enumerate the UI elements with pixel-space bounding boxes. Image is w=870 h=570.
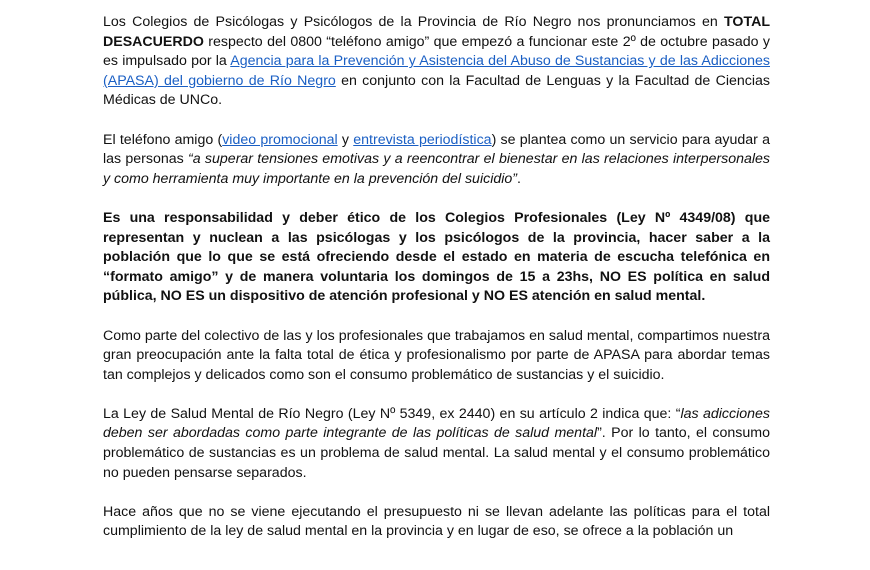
paragraph-intro xyxy=(103,13,770,111)
entrevista-periodistica-link[interactable]: entrevista periodística xyxy=(353,131,492,148)
document-body xyxy=(103,13,770,562)
intro-emphasis: TOTAL DESACUERDO xyxy=(103,14,770,50)
paragraph-responsabilidad: Es una responsabilidad y deber ético de los Colegios Profesionales (Ley Nº 4349/08) que representan y nuclean a las psicólogas y los psicólogos de la provincia, hacer saber a la población que lo que se está ofreciendo desde el estado en materia de escucha telefónica en “formato amigo” y de manera voluntaria los domingos de 15 a 23hs, NO ES política en salud pública, NO ES un dispositivo de atención profesional y NO ES atención en salud mental. xyxy=(103,209,770,305)
telefono-text-3: ) se plantea como un servicio para ayudar a las personas xyxy=(103,131,770,168)
paragraph-ley-salud-mental xyxy=(103,405,770,483)
telefono-quote: “a superar tensiones emotivas y a reencontrar el bienestar en las relaciones interpersonales y como herramienta muy importante en la prevención del suicidio” xyxy=(103,151,771,187)
telefono-text-4: . xyxy=(517,170,521,187)
intro-text-3: en conjunto con la Facultad de Lenguas y la Facultad de Ciencias Médicas de UNCo. xyxy=(103,72,770,109)
telefono-text-2: y xyxy=(337,131,354,148)
intro-text-2: respecto del 0800 “teléfono amigo” que empezó a funcionar este 2º de octubre pasado y es impulsado por la xyxy=(103,33,770,70)
ley-text-2: ”. Por lo tanto, el consumo problemático de sustancias es un problema de salud mental. La salud mental y el consumo problemático no pueden pensarse separados. xyxy=(103,425,770,481)
ley-text-1: La Ley de Salud Mental de Río Negro (Ley Nº 5349, ex 2440) en su artículo 2 indica que: “ xyxy=(103,405,681,422)
paragraph-presupuesto: Hace años que no se viene ejecutando el presupuesto ni se llevan adelante las políticas para el total cumplimiento de la ley de salud mental en la provincia y en lugar de eso, se ofrece a la población un xyxy=(103,503,770,540)
apasa-link[interactable]: Agencia para la Prevención y Asistencia del Abuso de Sustancias y de las Adicciones (APASA) del gobierno de Río Negro xyxy=(103,53,770,89)
telefono-text-1: El teléfono amigo ( xyxy=(103,131,223,148)
paragraph-telefono-amigo xyxy=(103,131,770,190)
paragraph-colectivo: Como parte del colectivo de las y los profesionales que trabajamos en salud mental, compartimos nuestra gran preocupación ante la falta total de ética y profesionalismo por parte de APASA para abordar temas tan complejos y delicados como son el consumo problemático de sustancias y el suicidio. xyxy=(103,327,770,383)
ley-quote: las adicciones deben ser abordadas como parte integrante de las políticas de salud mental xyxy=(103,405,770,442)
video-promocional-link[interactable]: video promocional xyxy=(222,131,338,148)
intro-text-1: Los Colegios de Psicólogas y Psicólogos de la Provincia de Río Negro nos pronunciamos en xyxy=(103,14,725,30)
